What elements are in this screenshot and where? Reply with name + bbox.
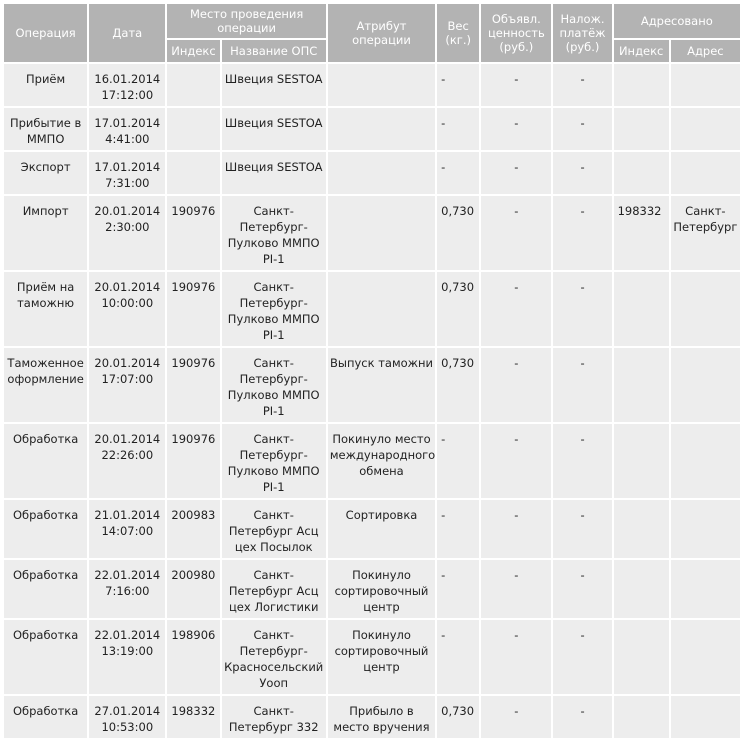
cell-addr-index	[614, 424, 669, 498]
cell-declared-value: -	[481, 500, 551, 558]
cell-date: 20.01.2014 22:26:00	[89, 424, 165, 498]
cell-weight: 0,730	[437, 696, 479, 738]
cell-place-index: 190976	[167, 424, 219, 498]
cell-date: 27.01.2014 10:53:00	[89, 696, 165, 738]
col-operation: Операция	[4, 4, 87, 62]
cell-addr-address	[671, 500, 740, 558]
table-row	[4, 424, 740, 498]
cell-declared-value: -	[481, 620, 551, 694]
cell-declared-value: -	[481, 64, 551, 106]
cell-declared-value: -	[481, 108, 551, 150]
cell-date: 21.01.2014 14:07:00	[89, 500, 165, 558]
table-row	[4, 64, 740, 106]
col-addr-index: Индекс	[614, 40, 669, 62]
cell-addr-index	[614, 272, 669, 346]
cell-addr-address	[671, 152, 740, 194]
cell-place-index: 190976	[167, 272, 219, 346]
col-place-index: Индекс	[167, 40, 219, 62]
table-row	[4, 152, 740, 194]
cell-addr-address	[671, 560, 740, 618]
cell-addr-index	[614, 348, 669, 422]
cell-place-name: Санкт-Петербург 332	[222, 696, 326, 738]
cell-addr-index	[614, 500, 669, 558]
table-row	[4, 196, 740, 270]
cell-date: 20.01.2014 2:30:00	[89, 196, 165, 270]
col-cod: Налож. платёж (руб.)	[553, 4, 611, 62]
table-row	[4, 620, 740, 694]
cell-addr-address: Санкт-Петербург	[671, 196, 740, 270]
cell-place-index: 198906	[167, 620, 219, 694]
cell-weight: -	[437, 560, 479, 618]
cell-place-name: Санкт-Петербург-Пулково ММПО PI-1	[222, 272, 326, 346]
table-row	[4, 500, 740, 558]
table-body	[4, 64, 740, 738]
cell-attribute: Сортировка	[328, 500, 435, 558]
cell-operation: Таможенное оформление	[4, 348, 87, 422]
cell-addr-index: 198332	[614, 196, 669, 270]
cell-place-name: Санкт-Петербург-Пулково ММПО PI-1	[222, 348, 326, 422]
cell-date: 16.01.2014 17:12:00	[89, 64, 165, 106]
cell-addr-index	[614, 108, 669, 150]
col-date: Дата	[89, 4, 165, 62]
cell-place-index	[167, 152, 219, 194]
cell-declared-value: -	[481, 272, 551, 346]
cell-place-name: Санкт-Петербург-Красносельский Уооп	[222, 620, 326, 694]
cell-addr-address	[671, 64, 740, 106]
cell-operation: Приём на таможню	[4, 272, 87, 346]
cell-weight: -	[437, 500, 479, 558]
cell-attribute	[328, 64, 435, 106]
cell-declared-value: -	[481, 196, 551, 270]
table-row	[4, 348, 740, 422]
cell-place-name: Санкт-Петербург-Пулково ММПО PI-1	[222, 424, 326, 498]
cell-weight: 0,730	[437, 196, 479, 270]
cell-cod: -	[553, 272, 611, 346]
cell-place-index: 200980	[167, 560, 219, 618]
cell-operation: Обработка	[4, 424, 87, 498]
cell-place-index: 190976	[167, 348, 219, 422]
cell-weight: 0,730	[437, 272, 479, 346]
cell-addr-index	[614, 152, 669, 194]
cell-place-index: 198332	[167, 696, 219, 738]
cell-place-name: Санкт-Петербург Асц цех Логистики	[222, 560, 326, 618]
table-row	[4, 560, 740, 618]
cell-cod: -	[553, 424, 611, 498]
cell-cod: -	[553, 620, 611, 694]
cell-place-name: Санкт-Петербург-Пулково ММПО PI-1	[222, 196, 326, 270]
cell-place-name: Швеция SESTOA	[222, 108, 326, 150]
cell-cod: -	[553, 560, 611, 618]
cell-addr-address	[671, 424, 740, 498]
cell-declared-value: -	[481, 152, 551, 194]
col-declared-value: Объявл. ценность (руб.)	[481, 4, 551, 62]
cell-cod: -	[553, 108, 611, 150]
cell-addr-index	[614, 696, 669, 738]
table-row	[4, 108, 740, 150]
cell-place-index: 200983	[167, 500, 219, 558]
cell-place-name: Швеция SESTOA	[222, 64, 326, 106]
col-place-name: Название ОПС	[222, 40, 326, 62]
cell-date: 20.01.2014 10:00:00	[89, 272, 165, 346]
cell-addr-address	[671, 272, 740, 346]
cell-addr-address	[671, 108, 740, 150]
cell-date: 22.01.2014 7:16:00	[89, 560, 165, 618]
table-row	[4, 272, 740, 346]
cell-weight: -	[437, 152, 479, 194]
cell-attribute: Покинуло место международного обмена	[328, 424, 435, 498]
cell-date: 17.01.2014 7:31:00	[89, 152, 165, 194]
cell-addr-address	[671, 696, 740, 738]
cell-addr-index	[614, 560, 669, 618]
cell-attribute	[328, 272, 435, 346]
cell-place-index: 190976	[167, 196, 219, 270]
cell-weight: -	[437, 64, 479, 106]
cell-place-name: Санкт-Петербург Асц цех Посылок	[222, 500, 326, 558]
cell-place-index	[167, 64, 219, 106]
cell-date: 20.01.2014 17:07:00	[89, 348, 165, 422]
cell-attribute: Покинуло сортировочный центр	[328, 560, 435, 618]
cell-declared-value: -	[481, 424, 551, 498]
cell-operation: Обработка	[4, 560, 87, 618]
cell-attribute	[328, 108, 435, 150]
cell-cod: -	[553, 348, 611, 422]
cell-operation: Приём	[4, 64, 87, 106]
cell-attribute	[328, 152, 435, 194]
cell-attribute	[328, 196, 435, 270]
col-weight: Вес (кг.)	[437, 4, 479, 62]
col-attribute: Атрибут операции	[328, 4, 435, 62]
col-place: Место проведения операции	[167, 4, 325, 38]
col-addr-address: Адрес	[671, 40, 740, 62]
cell-operation: Экспорт	[4, 152, 87, 194]
cell-cod: -	[553, 152, 611, 194]
cell-declared-value: -	[481, 560, 551, 618]
cell-cod: -	[553, 196, 611, 270]
cell-weight: -	[437, 620, 479, 694]
cell-addr-address	[671, 348, 740, 422]
cell-operation: Обработка	[4, 696, 87, 738]
cell-declared-value: -	[481, 348, 551, 422]
cell-place-name: Швеция SESTOA	[222, 152, 326, 194]
cell-attribute: Покинуло сортировочный центр	[328, 620, 435, 694]
cell-weight: -	[437, 108, 479, 150]
cell-weight: 0,730	[437, 348, 479, 422]
header-row	[4, 4, 740, 38]
cell-cod: -	[553, 500, 611, 558]
table-row	[4, 696, 740, 738]
cell-cod: -	[553, 696, 611, 738]
cell-operation: Импорт	[4, 196, 87, 270]
cell-addr-index	[614, 620, 669, 694]
tracking-table	[2, 2, 742, 740]
cell-addr-address	[671, 620, 740, 694]
cell-attribute: Выпуск таможни	[328, 348, 435, 422]
cell-date: 17.01.2014 4:41:00	[89, 108, 165, 150]
cell-operation: Обработка	[4, 620, 87, 694]
cell-operation: Прибытие в ММПО	[4, 108, 87, 150]
col-addressed: Адресовано	[614, 4, 740, 38]
cell-weight: -	[437, 424, 479, 498]
cell-cod: -	[553, 64, 611, 106]
cell-operation: Обработка	[4, 500, 87, 558]
cell-date: 22.01.2014 13:19:00	[89, 620, 165, 694]
cell-attribute: Прибыло в место вручения	[328, 696, 435, 738]
cell-declared-value: -	[481, 696, 551, 738]
cell-place-index	[167, 108, 219, 150]
cell-addr-index	[614, 64, 669, 106]
